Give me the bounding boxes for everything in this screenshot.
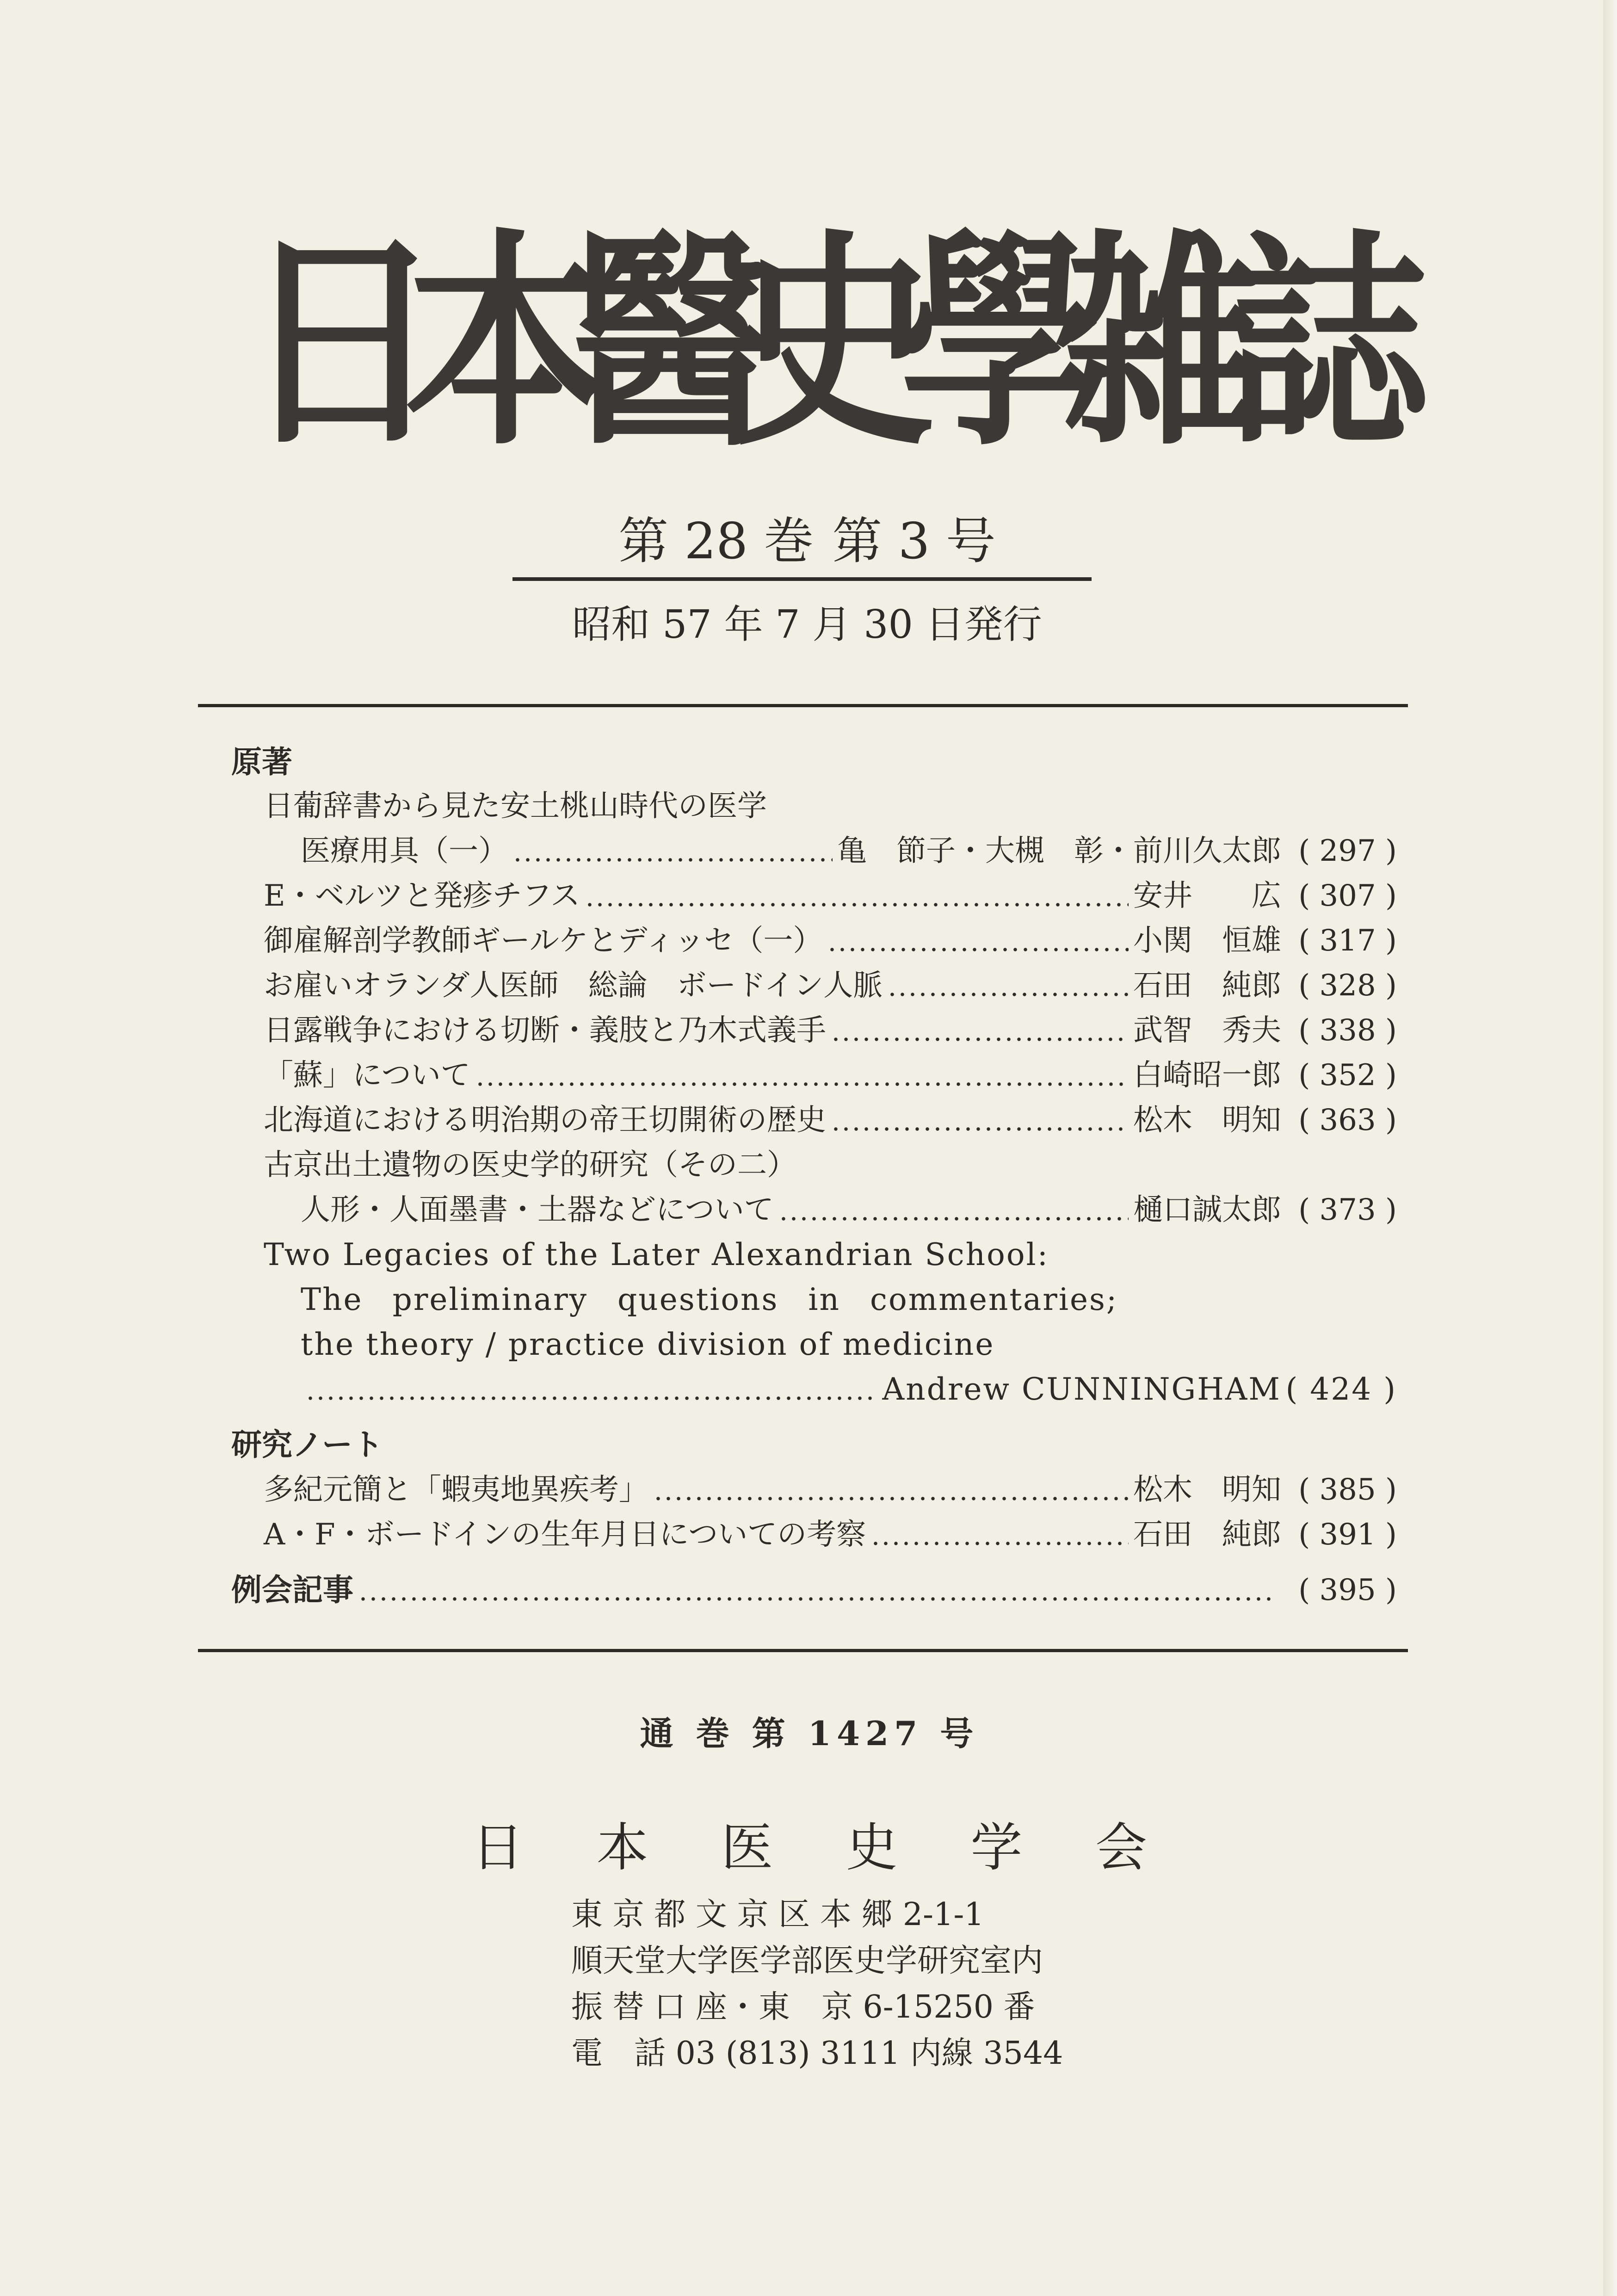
- toc-author: 亀 節子・大槻 彰・前川久太郎: [837, 834, 1281, 868]
- publisher-char: 本: [596, 1818, 648, 1878]
- toc-page: ( 391 ): [1298, 1518, 1397, 1552]
- toc-author: 石田 純郎: [1133, 1518, 1281, 1552]
- toc-page: ( 385 ): [1298, 1473, 1397, 1507]
- section-heading-original-articles: 原著: [231, 744, 292, 780]
- toc-page: ( 395 ): [1298, 1573, 1397, 1607]
- title-char: 醫: [569, 210, 769, 476]
- toc-page: ( 338 ): [1298, 1013, 1397, 1048]
- publisher-char: 学: [970, 1818, 1023, 1878]
- publication-date: 昭和 57 年 7 月 30 日発行: [572, 602, 1042, 647]
- section-heading-research-notes: 研究ノート: [231, 1427, 383, 1463]
- title-char: 日: [241, 210, 440, 476]
- toc-title: E・ベルツと発疹チフス: [264, 879, 580, 913]
- dot-leader: [512, 829, 833, 873]
- title-char: 誌: [1226, 210, 1426, 476]
- volume-label: 第 28 巻: [618, 512, 814, 570]
- address-line: 電 話 03 (813) 3111 内線 3544: [571, 2035, 1063, 2072]
- dot-leader: [475, 1053, 1129, 1098]
- toc-author: Andrew CUNNINGHAM: [882, 1371, 1281, 1407]
- toc-title: 「蘇」について: [264, 1058, 470, 1092]
- dot-leader: [585, 874, 1129, 918]
- toc-entry: [301, 1188, 1397, 1232]
- toc-title: お雇いオランダ人医師 総論 ボードイン人脈: [264, 969, 883, 1003]
- volume-underline: [512, 577, 1092, 581]
- publisher-name: [472, 1806, 1147, 1880]
- publisher-char: 史: [846, 1818, 898, 1878]
- title-char: 學: [897, 210, 1097, 476]
- title-char: 本: [405, 210, 605, 476]
- publisher-char: 会: [1095, 1818, 1147, 1878]
- dot-leader: [358, 1568, 1277, 1612]
- dot-leader: [831, 1098, 1129, 1142]
- toc-author: 白崎昭一郎: [1133, 1058, 1281, 1092]
- toc-entry-meeting-reports: [231, 1568, 1397, 1612]
- dot-leader: [653, 1468, 1129, 1512]
- journal-title: [241, 185, 1426, 476]
- title-char: 雑: [1062, 210, 1261, 476]
- toc-page: ( 328 ): [1298, 969, 1397, 1003]
- toc-title: Two Legacies of the Later Alexandrian School:: [264, 1237, 1049, 1272]
- toc-entry: [264, 963, 1397, 1008]
- dot-leader: [870, 1512, 1129, 1557]
- toc-author: 小関 恒雄: [1133, 924, 1281, 958]
- dot-leader: [778, 1188, 1129, 1232]
- toc-entry: [264, 1468, 1397, 1512]
- toc-author: 松木 明知: [1133, 1473, 1281, 1507]
- toc-entry: [264, 1512, 1397, 1557]
- dot-leader: [827, 919, 1129, 963]
- toc-page: ( 352 ): [1298, 1058, 1397, 1092]
- cumulative-issue-number: 通 巻 第 1427 号: [640, 1714, 979, 1753]
- toc-entry: [264, 919, 1397, 963]
- toc-author: 武智 秀夫: [1133, 1013, 1281, 1048]
- toc-author: 安井 広: [1133, 879, 1281, 913]
- toc-entry: [264, 874, 1397, 918]
- toc-entry: [264, 1053, 1397, 1098]
- toc-page: ( 297 ): [1298, 834, 1397, 868]
- toc-page: ( 317 ): [1298, 924, 1397, 958]
- toc-author: 松木 明知: [1133, 1103, 1281, 1137]
- toc-title: 医療用具（一）: [301, 834, 508, 868]
- dot-leader: [887, 963, 1129, 1008]
- dot-leader: [305, 1367, 878, 1412]
- toc-page: ( 307 ): [1298, 879, 1397, 913]
- dot-leader: [831, 1008, 1129, 1053]
- toc-title: 北海道における明治期の帝王切開術の歴史: [264, 1103, 826, 1137]
- volume-number: [541, 502, 1073, 571]
- title-char: 史: [733, 210, 933, 476]
- toc-title: 日葡辞書から見た安土桃山時代の医学: [264, 789, 767, 823]
- toc-entry: [264, 1098, 1397, 1142]
- toc-title: 多紀元簡と「蝦夷地異疾考」: [264, 1473, 648, 1507]
- toc-title: A・F・ボードインの生年月日についての考察: [264, 1518, 866, 1552]
- toc-entry: [301, 1367, 1397, 1412]
- toc-entry: [264, 1008, 1397, 1053]
- toc-entry: [301, 829, 1397, 873]
- divider-top: [198, 704, 1408, 707]
- toc-title: 御雇解剖学教師ギールケとディッセ（一）: [264, 924, 823, 958]
- toc-page: ( 424 ): [1285, 1371, 1397, 1407]
- toc-title: 日露戦争における切断・義肢と乃木式義手: [264, 1013, 826, 1048]
- toc-title: 人形・人面墨書・土器などについて: [301, 1193, 774, 1227]
- toc-title: The preliminary questions in commentaries;: [301, 1282, 1118, 1317]
- page-edge: [1603, 0, 1617, 2296]
- toc-author: 樋口誠太郎: [1133, 1193, 1281, 1227]
- section-heading-meeting-reports: 例会記事: [231, 1572, 353, 1608]
- toc-title: 古京出土遺物の医史学的研究（その二）: [264, 1148, 796, 1182]
- address-line: 振 替 口 座・東 京 6-15250 番: [571, 1989, 1035, 2025]
- toc-title: the theory / practice division of medicine: [301, 1327, 995, 1362]
- toc-page: ( 373 ): [1298, 1193, 1397, 1227]
- toc-page: ( 363 ): [1298, 1103, 1397, 1137]
- publisher-char: 日: [472, 1818, 524, 1878]
- address-line: 順天堂大学医学部医史学研究室内: [571, 1943, 1043, 1979]
- publisher-char: 医: [721, 1818, 773, 1878]
- issue-label: 第 3 号: [832, 512, 996, 570]
- address-line: 東 京 都 文 京 区 本 郷 2-1-1: [571, 1896, 984, 1933]
- publisher-address: [571, 1892, 1080, 2077]
- divider-bottom: [198, 1649, 1408, 1652]
- toc-author: 石田 純郎: [1133, 969, 1281, 1003]
